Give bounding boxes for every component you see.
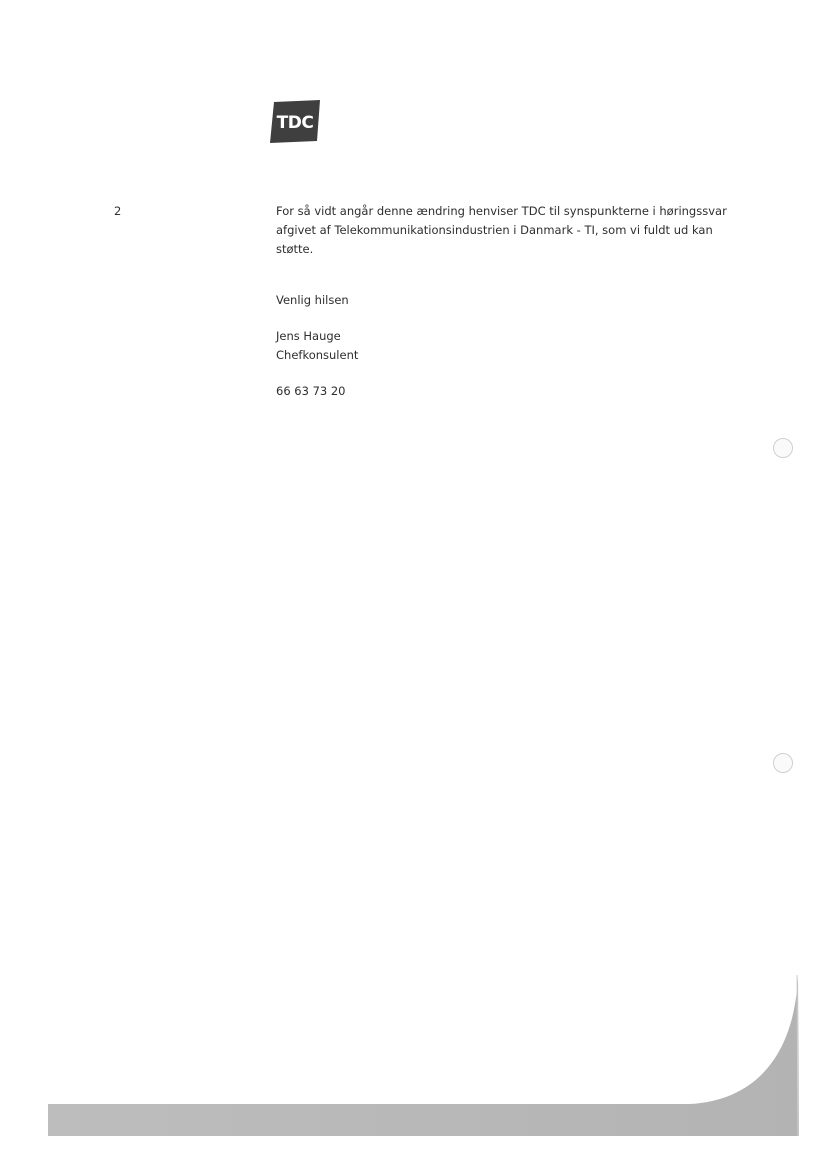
body-line-2: afgivet af Telekommunikationsindustrien i Danmark - TI, som vi fuldt ud kan: [276, 223, 713, 237]
signer-block: [276, 327, 358, 365]
punch-hole-top: [773, 438, 793, 458]
page-number: 2: [114, 204, 122, 218]
body-line-1: For så vidt angår denne ændring henviser TDC til synspunkterne i høringssvar: [276, 204, 727, 218]
tdc-logo-text: TDC: [276, 112, 314, 133]
closing-greeting: Venlig hilsen: [276, 293, 349, 307]
signer-name: Jens Hauge: [276, 329, 341, 343]
body-line-3: støtte.: [276, 242, 314, 256]
signer-phone: 66 63 73 20: [276, 384, 346, 398]
body-paragraph: [276, 202, 736, 259]
tdc-logo: [268, 99, 322, 144]
punch-hole-bottom: [773, 753, 793, 773]
signer-title: Chefkonsulent: [276, 348, 359, 362]
